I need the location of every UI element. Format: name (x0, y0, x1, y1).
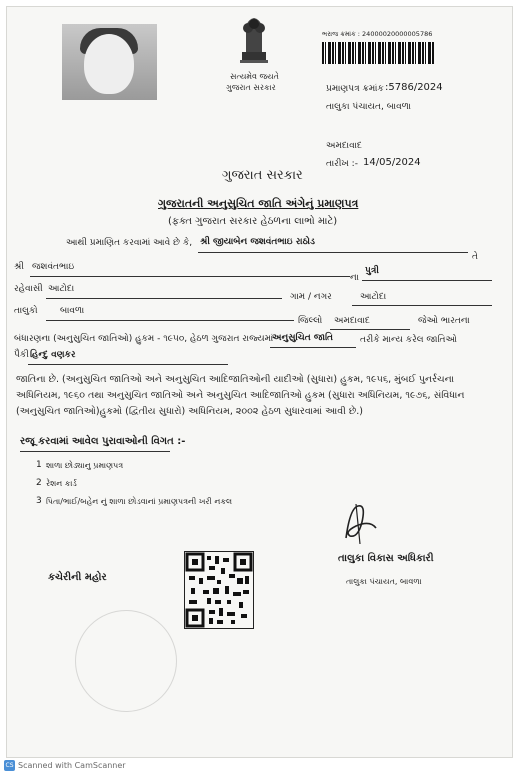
legal-paragraph: જાતિના છે. (અનુસુચિત જાતિઓ અને અનુસુચિત આદિજાતિઓની યાદીઓ (સુધારા) હુકમ, ૧૯૫૬, મુંબઈ પુનર્રચના અધિનિયમ, ૧૯૬૦ તથા અનુસુચિત જાતિઓ અને અનુસુચિત આદિજાતિઓ હુકમ (સુધારા અધિનિયમ, ૧૯૭૬, સંવિધાન (અનુસુચિત જાતિઓ)હુકમો (દ્વિતીય સુધારો) અધિનિયમ, ૨૦૦૨ હેઠળ સુધારવામાં આવી છે.) (16, 374, 465, 417)
scanner-watermark (4, 760, 126, 771)
camscanner-icon: CS (5, 762, 14, 769)
scanner-text: Scanned with CamScanner (18, 761, 126, 770)
residence-label: રહેવાસી (14, 284, 43, 294)
document-item-1: શાળા છોડ્યાનુ પ્રમાણપત્ર (46, 461, 124, 470)
village-value: આટોદા (360, 292, 387, 302)
village-label: ગામ / નગર (290, 292, 332, 302)
applicant-photo (62, 24, 157, 100)
office-stamp (75, 610, 177, 712)
taluka-label: તાલુકો (14, 306, 38, 316)
document-item-3: પિતા/ભાઈ/બહેન નું શાળા છોડવાનાં પ્રમાણપત્રની ખરી નકલ (46, 497, 233, 506)
office-seal-label: કચેરીની મહોર (48, 572, 107, 583)
district-value: અમદાવાદ (334, 316, 370, 326)
officer-office: તાલુકા પંચાયત, બાવળા (346, 577, 422, 586)
qr-code (184, 551, 254, 629)
category-value: અનુસુચિત જાતિ (272, 333, 333, 343)
shri-label: શ્રી (14, 262, 24, 272)
emblem-caption: ગુજરાત સરકાર (226, 83, 276, 92)
certificate-title: ગુજરાતની અનુસુચિત જાતિ અંગેનું પ્રમાણપત્ર (158, 197, 359, 210)
barcode-label: ભરાજ ક્રમાંક : 24000020000005786 (322, 30, 433, 38)
officer-signature (336, 498, 382, 546)
document-item-1-num: 1 (36, 460, 42, 470)
certificate-no: :5786/2024 (385, 82, 443, 93)
father-name: જશવંતભાઇ (32, 262, 75, 272)
caste-label: પૈકી (14, 350, 29, 360)
applicant-name: શ્રી જીયાબેન જશવંતભાઇ રાઠોડ (200, 237, 315, 247)
emblem-motto: સત્યમેવ જયતે (230, 72, 279, 81)
te-text: તે (472, 252, 478, 262)
issue-date: 14/05/2024 (363, 157, 421, 168)
na-label: ના (350, 273, 359, 283)
recognized-text: તરીકે માન્ય કરેલ જાતિઓ (360, 335, 457, 345)
relation: પુત્રી (365, 266, 379, 276)
issuing-office: તાલુકા પંચાયત, બાવળા (326, 102, 411, 112)
certificate-no-label: પ્રમાણપત્ર ક્રમાંક (326, 84, 384, 94)
document-item-2-num: 2 (36, 478, 42, 488)
state-label: જેઓ ભારતના (418, 316, 470, 326)
document-item-3-num: 3 (36, 496, 42, 506)
constitution-text: બંધારણના (અનુસુચિત જાતિઓ) હુકમ - ૧૯૫૦, હેઠળ ગુજરાત રાજ્યમાં (14, 334, 274, 344)
barcode (322, 42, 434, 64)
national-emblem-icon (226, 12, 282, 68)
officer-title: તાલુકા વિકાસ અધિકારી (338, 553, 434, 564)
issue-place: અમદાવાદ (326, 141, 362, 151)
date-label: તારીખ :- (326, 159, 358, 169)
certificate-subtitle: (ફક્ત ગુજરાત સરકાર હેઠળના લાભો માટે) (168, 216, 338, 227)
documents-heading: રજૂ કરવામાં આવેલ પુરાવાઓની વિગત :- (20, 436, 186, 447)
district-label: જિલ્લો (298, 316, 323, 326)
caste-value: હિન્દુ વણકર (30, 350, 76, 360)
gov-title: ગુજરાત સરકાર (222, 168, 303, 183)
intro-text: આથી પ્રમાણિત કરવામાં આવે છે કે, (66, 238, 193, 248)
residence-value: આટોદા (48, 284, 75, 294)
document-item-2: રેશન કાર્ડ (46, 479, 77, 488)
taluka-value: બાવળા (60, 306, 85, 316)
